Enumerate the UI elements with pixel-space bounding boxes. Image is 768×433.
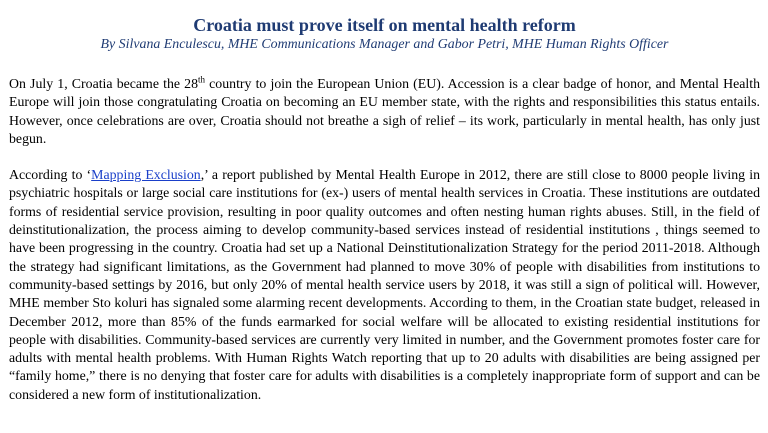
paragraph-mapping-text-start: According to ‘: [9, 167, 92, 183]
paragraph-intro-text-start: On July 1, Croatia became the 28: [9, 76, 198, 91]
paragraph-intro: [9, 75, 760, 148]
article-title: Croatia must prove itself on mental health reform: [193, 15, 576, 35]
paragraph-mapping-exclusion: [9, 166, 760, 404]
paragraph-intro-text-rest: country to join the European Union (EU). Accession is a clear badge of honor, and Mental Health Europe will join those congratulating Croatia on becoming an EU member state, with the rights and responsibilities this status entails. However, once celebrations are over, Croatia should not breathe a sigh of relief – its work, particularly in mental health, has only just begun.: [9, 76, 760, 146]
article-byline: By Silvana Enculescu, MHE Communications Manager and Gabor Petri, MHE Human Rights Officer: [100, 37, 669, 52]
paragraph-mapping-text-rest: ,’ a report published by Mental Health Europe in 2012, there are still close to 8000 people living in psychiatric hospitals or large social care institutions for (ex-) users of mental health services in Croatia. These institutions are outdated forms of residential service provision, resulting in poor quality outcomes and often nesting human rights abuses. Still, in the field of deinstitutionalization, the process aiming to develop community-based services instead of residential institutions , things seemed to have been progressing in the country. Croatia had set up a National Deinstitutionalization Strategy for the period 2011-2018. Although the strategy had significant limitations, as the Government had planned to move 30% of people with disabilities from institutions to community-based settings by 2016, but only 20% of mental health service users by 2018, it was still a sign of political will. However, MHE member Sto koluri has signaled some alarming recent developments. According to them, in the Croatian state budget, released in December 2012, more than 85% of the funds earmarked for social welfare will be allocated to existing residential institutions for people with disabilities. Community-based services are currently very limited in number, and the Government promotes foster care for adults with mental health problems. With Human Rights Watch reporting that up to 20 adults with disabilities are being assigned per “family home,” there is no denying that foster care for adults with disabilities is a completely inappropriate form of support and can be considered a new form of institutionalization.: [9, 167, 760, 402]
ordinal-suffix: th: [198, 74, 206, 85]
mapping-exclusion-link[interactable]: Mapping Exclusion: [91, 167, 201, 183]
